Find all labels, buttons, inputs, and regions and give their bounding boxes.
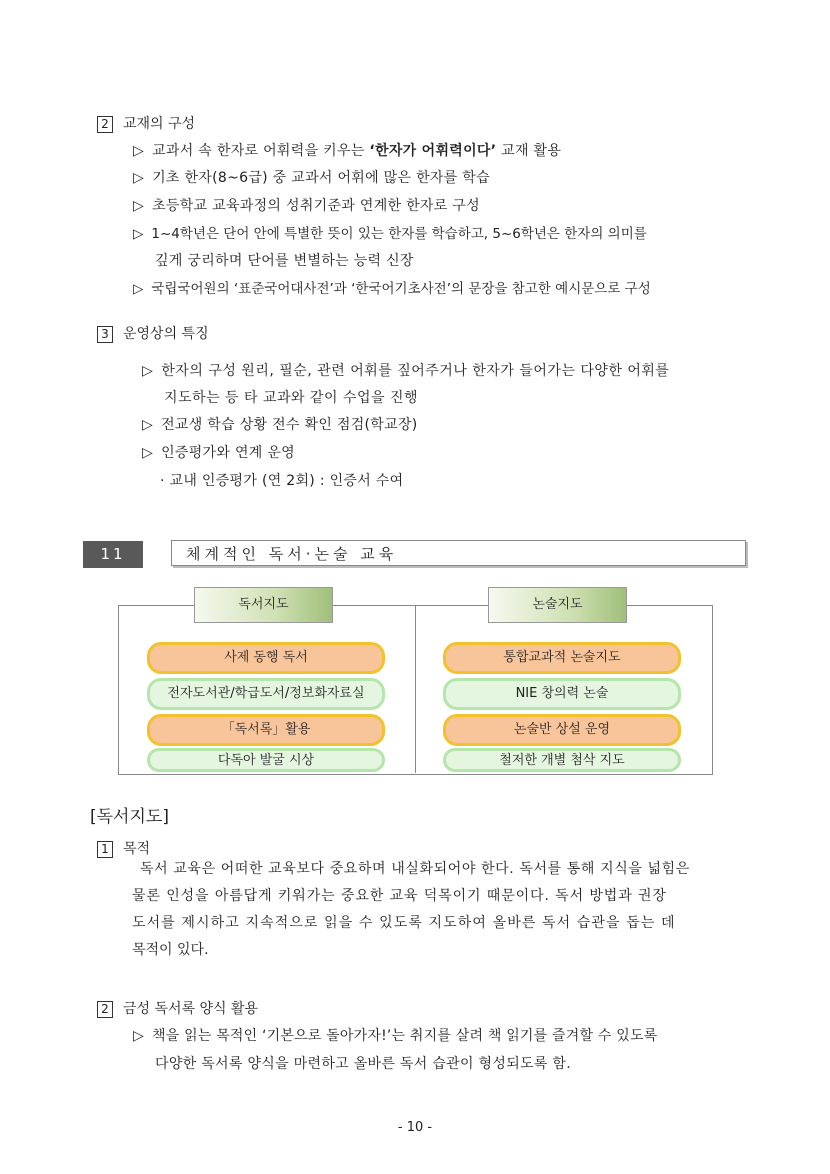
triangle-bullet-icon: ▷ (133, 226, 144, 242)
section-3-heading (97, 323, 209, 343)
section-number-box: 3 (97, 326, 113, 343)
paragraph-line: 도서를 제시하고 지속적으로 읽을 수 있도록 지도하여 올바른 독서 습관을 돕는 데 (132, 915, 676, 931)
writing-guidance-tab: 논술지도 (488, 587, 627, 623)
section-title: 교재의 구성 (123, 116, 196, 132)
triangle-bullet-icon: ▷ (133, 170, 145, 186)
list-item-continuation: 다양한 독서록 양식을 마련하고 올바른 독서 습관이 형성되도록 함. (155, 1056, 571, 1072)
list-item: ▷ 초등학교 교육과정의 성취기준과 연계한 한자로 구성 (133, 198, 480, 214)
list-item: ▷ 인증평가와 연계 운영 (142, 445, 295, 461)
chapter-title: 체계적인 독서·논술 교육 (171, 540, 746, 566)
diagram-divider (415, 605, 416, 773)
section-number-box: 2 (97, 116, 113, 133)
chapter-number: 11 (83, 541, 143, 568)
purpose-heading: 1 목적 (97, 838, 150, 858)
list-item-continuation: 지도하는 등 타 교과와 같이 수업을 진행 (164, 390, 419, 406)
triangle-bullet-icon: ▷ (133, 198, 145, 214)
writing-item: 통합교과적 논술지도 (443, 642, 681, 674)
triangle-bullet-icon: ▷ (133, 281, 144, 297)
reading-log-heading: 2 금성 독서록 양식 활용 (97, 998, 258, 1018)
list-item: ▷ 책을 읽는 목적인 ‘기본으로 돌아가자!’는 취지를 살려 책 읽기를 즐겨할 수 있도록 (133, 1028, 658, 1044)
section-number-box: 1 (97, 841, 113, 858)
writing-item: 논술반 상설 운영 (443, 714, 681, 746)
reading-item: 「독서록」활용 (147, 714, 385, 746)
list-item: ▷ 국립국어원의 ‘표준국어대사전’과 ‘한국어기초사전’의 문장을 참고한 예시문으로 구성 (133, 281, 651, 297)
list-item: ▷ 전교생 학습 상황 전수 확인 점검(학교장) (142, 417, 418, 433)
writing-item: 철저한 개별 첨삭 지도 (443, 748, 681, 772)
triangle-bullet-icon: ▷ (133, 143, 145, 159)
list-item: ▷ 교과서 속 한자로 어휘력을 키우는 ‘한자가 어휘력이다’ 교재 활용 (133, 143, 562, 159)
paragraph-line: 독서 교육은 어떠한 교육보다 중요하며 내실화되어야 한다. 독서를 통해 지식을 넓힘은 (140, 861, 690, 877)
list-item: ▷ 1~4학년은 단어 안에 특별한 뜻이 있는 한자를 학습하고, 5~6학년은 한자의 의미를 (133, 226, 647, 242)
reading-heading: [독서지도] (90, 807, 169, 827)
list-item-continuation: 깊게 궁리하며 단어를 변별하는 능력 신장 (155, 253, 414, 269)
section-title: 운영상의 특징 (123, 326, 209, 342)
reading-guidance-tab: 독서지도 (194, 587, 333, 623)
list-item: ▷ 한자의 구성 원리, 필순, 관련 어휘를 짚어주거나 한자가 들어가는 다양한 어휘를 (142, 363, 670, 379)
page-number: - 10 - (397, 1120, 433, 1135)
reading-item: 다독아 발굴 시상 (147, 748, 385, 772)
list-item: ▷ 기초 한자(8~6급) 중 교과서 어휘에 많은 한자를 학습 (133, 170, 490, 186)
paragraph-line: 목적이 있다. (132, 942, 209, 958)
triangle-bullet-icon: ▷ (142, 445, 154, 461)
reading-item: 사제 동행 독서 (147, 642, 385, 674)
writing-item: NIE 창의력 논술 (443, 678, 681, 710)
section-number-box: 2 (97, 1001, 113, 1018)
triangle-bullet-icon: ▷ (142, 417, 154, 433)
sub-item: · 교내 인증평가 (연 2회) : 인증서 수여 (160, 473, 404, 489)
section-2-heading (97, 113, 195, 133)
paragraph-line: 물론 인성을 아름답게 키워가는 중요한 교육 덕목이기 때문이다. 독서 방법과 권장 (132, 888, 667, 904)
triangle-bullet-icon: ▷ (133, 1028, 144, 1044)
reading-item: 전자도서관/학급도서/정보화자료실 (147, 678, 385, 710)
triangle-bullet-icon: ▷ (142, 363, 154, 379)
textbook-name: ‘한자가 어휘력이다’ (369, 143, 497, 159)
